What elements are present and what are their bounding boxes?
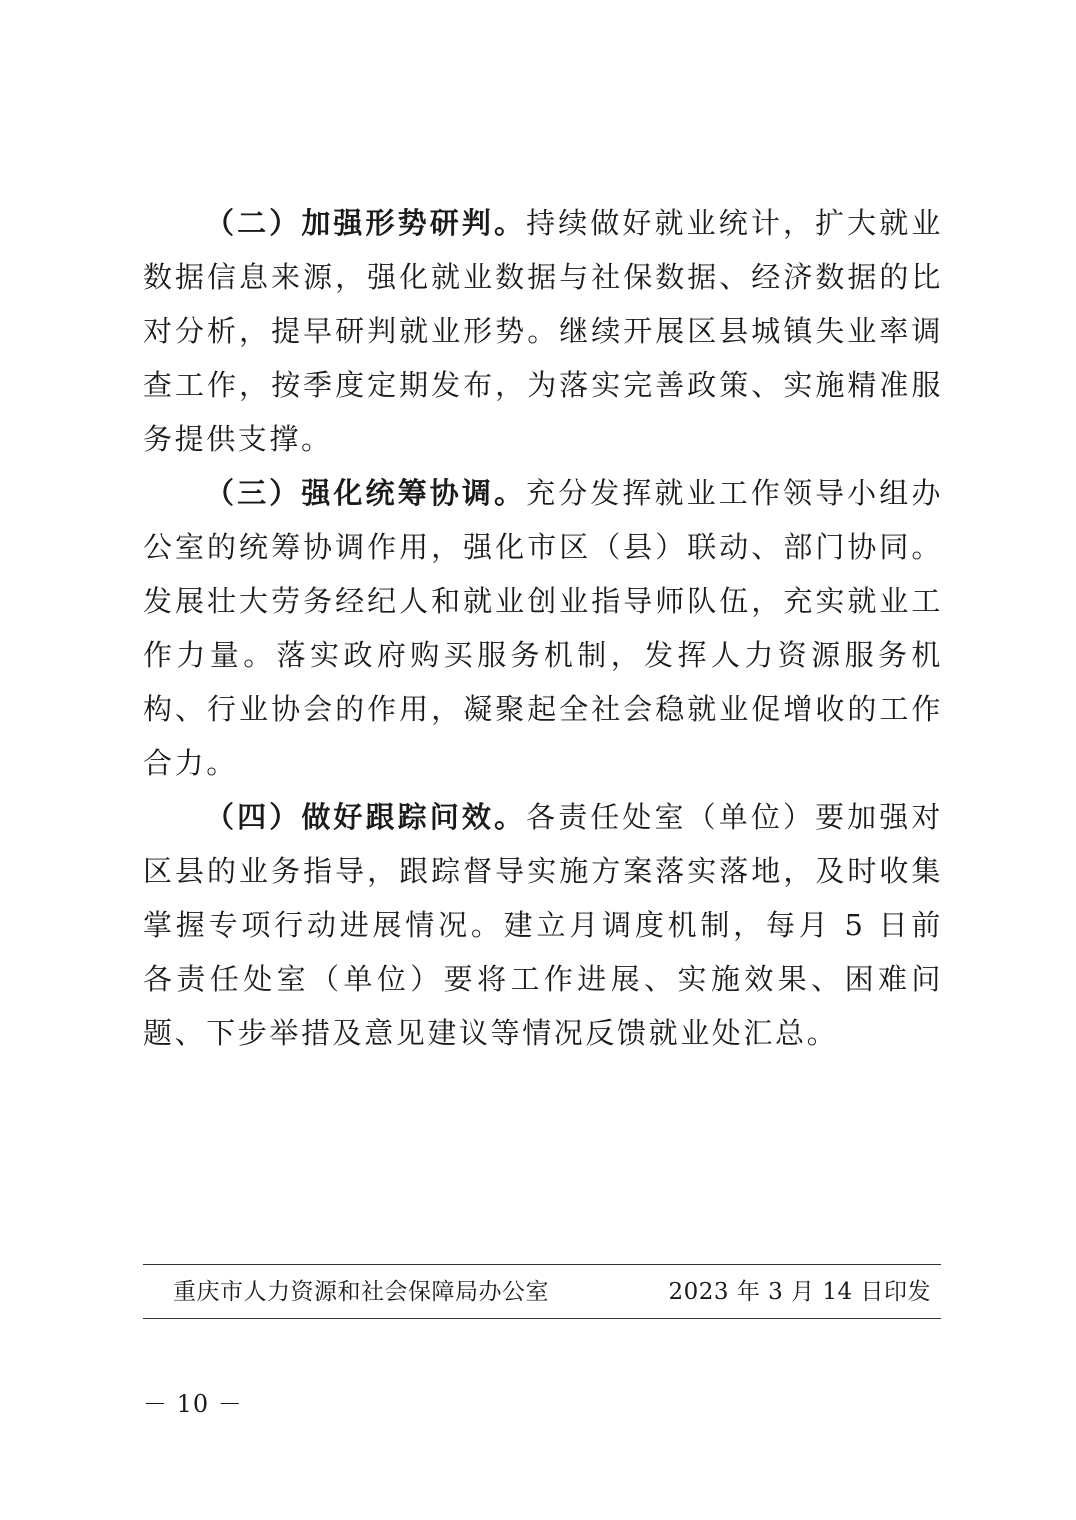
paragraph-section-3 (143, 466, 943, 790)
section-text: 各责任处室（单位）要加强对区县的业务指导，跟踪督导实施方案落实落地，及时收集掌握专项行动进展情况。建立月调度机制，每月 5 日前各责任处室（单位）要将工作进展、实施效果、困难问题、下步举措及意见建议等情况反馈就业处汇总。 (143, 800, 943, 1050)
footer-bottom-rule (143, 1318, 941, 1319)
paragraph-section-2 (143, 196, 943, 466)
section-heading: （四）做好跟踪问效。 (205, 800, 527, 834)
page-number: － 10 － (143, 1390, 243, 1418)
section-text: 持续做好就业统计，扩大就业数据信息来源，强化就业数据与社保数据、经济数据的比对分析，提早研判就业形势。继续开展区县城镇失业率调查工作，按季度定期发布，为落实完善政策、实施精准服务提供支撑。 (143, 206, 943, 456)
section-heading: （二）加强形势研判。 (205, 206, 527, 240)
issuance-footer (143, 1272, 941, 1312)
section-heading: （三）强化统筹协调。 (205, 476, 527, 510)
document-body (143, 196, 943, 1060)
footer-top-rule (143, 1264, 941, 1265)
issue-date: 2023 年 3 月 14 日印发 (668, 1279, 931, 1305)
paragraph-section-4 (143, 790, 943, 1060)
issuer-name: 重庆市人力资源和社会保障局办公室 (173, 1279, 549, 1305)
section-text: 充分发挥就业工作领导小组办公室的统筹协调作用，强化市区（县）联动、部门协同。发展壮大劳务经纪人和就业创业指导师队伍，充实就业工作力量。落实政府购买服务机制，发挥人力资源服务机构、行业协会的作用，凝聚起全社会稳就业促增收的工作合力。 (143, 476, 943, 780)
